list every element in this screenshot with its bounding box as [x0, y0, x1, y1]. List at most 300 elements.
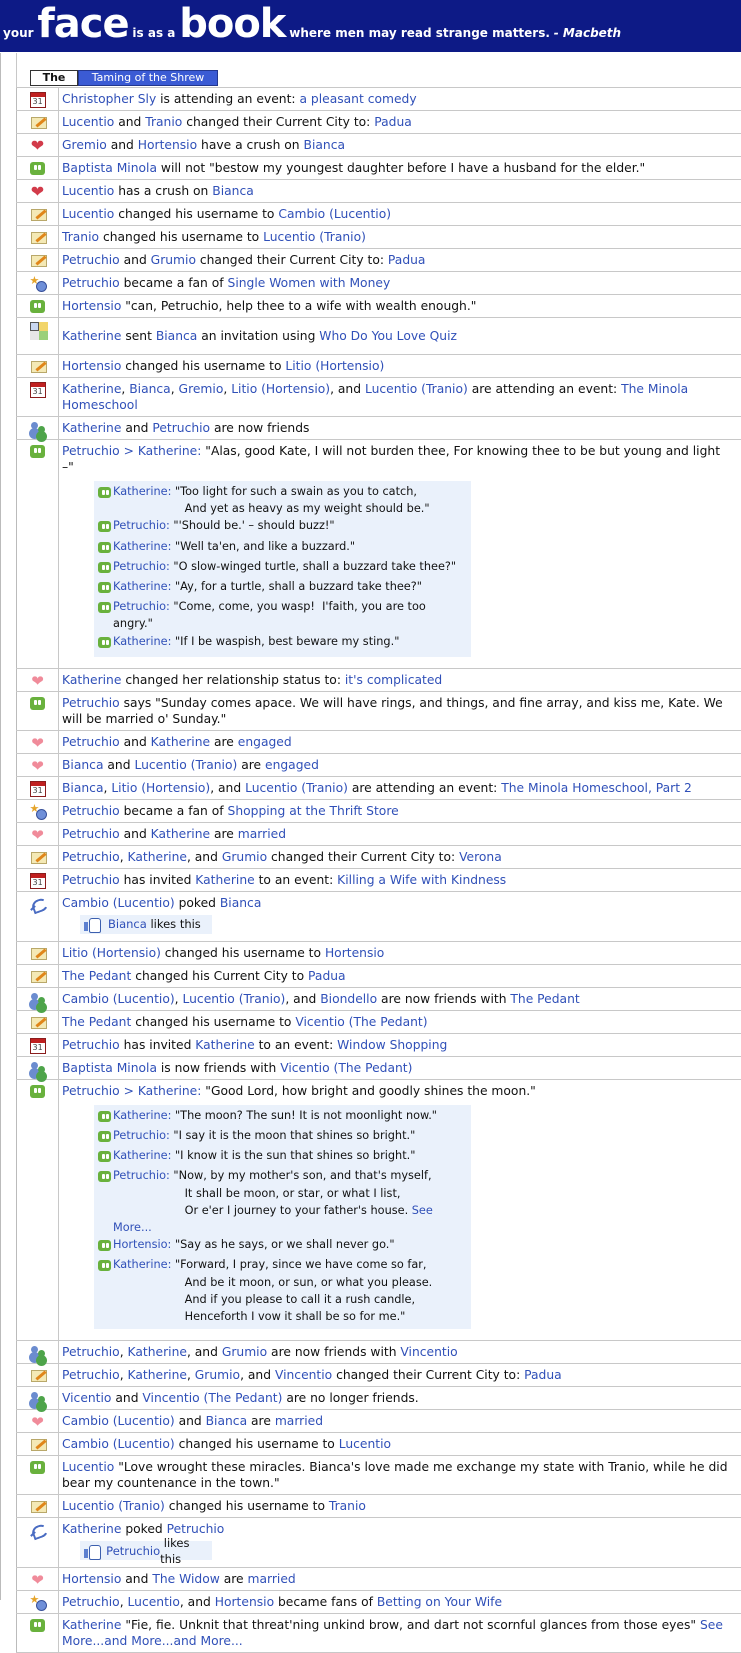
- feed-link[interactable]: Katherine: [150, 734, 211, 749]
- feed-item-icon-cell: [16, 134, 58, 156]
- feed-item: [16, 439, 741, 669]
- feed-link[interactable]: Vincentio: [400, 1345, 458, 1360]
- feed-item-text: [58, 1518, 741, 1567]
- calendar-icon: [30, 92, 46, 108]
- feed-link[interactable]: Bianca: [62, 757, 104, 772]
- speech-icon: [98, 1260, 111, 1271]
- speech-icon: [98, 1111, 111, 1122]
- feed-link[interactable]: Katherine: [62, 672, 122, 687]
- feed-item-text: [58, 440, 741, 668]
- comment-icon-cell: [98, 1107, 113, 1127]
- feed-link[interactable]: Bianca: [303, 138, 345, 152]
- feed-text: , and: [186, 849, 222, 864]
- comment-author[interactable]: Katherine:: [113, 1149, 175, 1163]
- pencil-icon: [30, 850, 46, 866]
- feed-text: ,: [119, 1595, 128, 1610]
- feed-link[interactable]: Vincentio: [274, 1368, 333, 1383]
- feed-item-text: [58, 1495, 741, 1517]
- feed-item: [16, 1432, 741, 1456]
- feed-link[interactable]: Hortensio: [324, 945, 385, 960]
- comment-body: [113, 538, 355, 558]
- feed-text: have a crush on: [197, 138, 304, 152]
- feed-link[interactable]: Single Women with Money: [227, 276, 391, 290]
- feed-item: [16, 271, 741, 295]
- comment-body: [113, 1236, 395, 1256]
- feed-item: [16, 691, 741, 731]
- liker-link[interactable]: Petruchio: [106, 1543, 161, 1558]
- feed-item-icon-cell: [16, 378, 58, 416]
- comment-author[interactable]: Petruchio:: [113, 600, 174, 614]
- feed-link[interactable]: married: [274, 1414, 324, 1429]
- comment-author[interactable]: Hortensio:: [113, 1238, 175, 1252]
- feed-item: [16, 1455, 741, 1495]
- feed-text: are now friends: [210, 421, 310, 435]
- feed-link[interactable]: Tranio: [145, 115, 183, 129]
- feed-item: [16, 776, 741, 800]
- feed-link[interactable]: Hortensio: [214, 1595, 275, 1610]
- feed-item-icon-cell: [16, 272, 58, 294]
- feed-link[interactable]: Lucentio: [62, 207, 115, 221]
- feed-link[interactable]: Lucentio: [127, 1595, 180, 1610]
- comment-body: [113, 517, 335, 537]
- pencil-icon: [30, 115, 46, 131]
- feed-item-icon-cell: [16, 1011, 58, 1033]
- feed-text: , and: [285, 991, 321, 1006]
- feed-link[interactable]: Cambio (Lucentio): [62, 1414, 175, 1429]
- friends-icon: [30, 1391, 46, 1407]
- feed-link[interactable]: Padua: [387, 253, 426, 267]
- feed-link[interactable]: a pleasant comedy: [299, 92, 417, 106]
- feed-item: [16, 1613, 741, 1653]
- feed-item: [16, 87, 741, 111]
- feed-link[interactable]: Katherine: [195, 1037, 255, 1052]
- feed-text: ,: [119, 1368, 128, 1383]
- thumbs-up-icon: [84, 1544, 98, 1558]
- feed-link[interactable]: Baptista Minola: [62, 1060, 157, 1075]
- feed-text: are attending an event:: [347, 780, 502, 795]
- feed-item: [16, 1033, 741, 1057]
- wall-comment: [98, 633, 467, 653]
- feed-item-icon-cell: [16, 1341, 58, 1363]
- feed-text: became a fan of: [119, 276, 228, 290]
- feed-item: [16, 1386, 741, 1410]
- feed-text: will not "bestow my youngest daughter before I have a husband for the elder.": [156, 161, 646, 175]
- feed-link[interactable]: Petruchio: [62, 1595, 120, 1610]
- speech-icon: [98, 1171, 111, 1182]
- feed-item-icon-cell: [16, 942, 58, 964]
- feed-text: and: [121, 421, 153, 435]
- feed-link[interactable]: Litio (Hortensio): [231, 382, 331, 396]
- feed-text: "Love wrought these miracles. Bianca's love made me exchange my state with Tranio, while he did bear my countenance in the town.": [62, 1460, 728, 1491]
- comment-author[interactable]: Petruchio:: [113, 559, 174, 573]
- feed-link[interactable]: Vicentio (The Pedant): [295, 1014, 428, 1029]
- wall-comment: [98, 1256, 467, 1325]
- feed-link[interactable]: Katherine: [62, 1618, 122, 1633]
- feed-link[interactable]: Bianca: [129, 382, 171, 396]
- feed-link[interactable]: Bianca: [212, 184, 254, 198]
- comment-body: [113, 598, 467, 632]
- comment-body: [113, 558, 456, 578]
- feed-link[interactable]: Katherine: [127, 1368, 187, 1383]
- feed-link[interactable]: The Minola Homeschool, Part 2: [501, 780, 692, 795]
- feed-link[interactable]: Petruchio: [62, 1368, 120, 1383]
- feed-item-icon-cell: [16, 869, 58, 891]
- feed-item: [16, 868, 741, 892]
- feed-item-text: [58, 846, 741, 868]
- feed-text: became a fan of: [119, 803, 228, 818]
- feed-text: are attending an event:: [467, 382, 622, 396]
- feed-item-text: [58, 1364, 741, 1386]
- feed-link[interactable]: Hortensio: [137, 138, 198, 152]
- feed-item-text: [58, 134, 741, 156]
- feed-item: [16, 1494, 741, 1518]
- comment-author[interactable]: Katherine:: [113, 634, 175, 648]
- feed-item-text: [58, 1410, 741, 1432]
- feed-text: ,: [103, 780, 112, 795]
- feed-item-text: [58, 1387, 741, 1409]
- news-feed: [16, 87, 741, 1652]
- feed-link[interactable]: Gremio: [178, 382, 224, 396]
- feed-link[interactable]: Petruchio: [62, 695, 120, 710]
- comment-icon-cell: [98, 1236, 113, 1256]
- feed-text: "Fie, fie. Unknit that threat'ning unkind brow, and dart not scornful glances from those eyes": [121, 1618, 700, 1633]
- feed-item-icon-cell: [16, 1387, 58, 1409]
- speech-icon: [30, 162, 45, 175]
- wall-comment: [98, 1167, 467, 1236]
- feed-item-icon-cell: [16, 1057, 58, 1079]
- comment-icon-cell: [98, 483, 113, 517]
- comment-icon-cell: [98, 1127, 113, 1147]
- feed-link[interactable]: Window Shopping: [337, 1037, 448, 1052]
- feed-link[interactable]: See More...and More...and More...: [62, 1618, 723, 1649]
- heart-light-icon: ❤: [31, 733, 44, 752]
- feed-item: [16, 1056, 741, 1080]
- calendar-icon: [30, 382, 46, 398]
- comment-icon-cell: [98, 1167, 113, 1236]
- feed-item-icon-cell: [16, 295, 58, 317]
- feed-text: changed their Current City to:: [332, 1368, 525, 1383]
- feed-text: "Alas, good Kate, I will not burden thee, For knowing thee to be but young and light –": [62, 444, 721, 474]
- feed-link[interactable]: Cambio (Lucentio): [62, 895, 175, 910]
- feed-link[interactable]: Petruchio: [62, 1345, 120, 1360]
- feed-text: changed his Current City to: [131, 968, 309, 983]
- feed-link[interactable]: Tranio: [328, 1499, 366, 1514]
- feed-link[interactable]: Katherine: [150, 826, 211, 841]
- feed-link[interactable]: Petruchio: [62, 253, 120, 267]
- header-quote-rest: where men may read strange matters.: [289, 26, 550, 40]
- feed-link[interactable]: Lucentio: [338, 1437, 392, 1452]
- feed-text: , and: [179, 1595, 215, 1610]
- comment-author[interactable]: Petruchio:: [113, 519, 174, 533]
- feed-item-icon-cell: [16, 440, 58, 668]
- comment-icon-cell: [98, 538, 113, 558]
- feed-item-text: [58, 226, 741, 248]
- feed-text: are no longer friends.: [282, 1391, 419, 1406]
- wall-comment: [98, 483, 467, 517]
- feed-link[interactable]: married: [237, 826, 286, 841]
- speech-icon: [98, 542, 111, 553]
- feed-link[interactable]: Padua: [524, 1368, 562, 1383]
- feed-link[interactable]: Petruchio: [62, 276, 120, 290]
- feed-item-text: [58, 180, 741, 202]
- feed-link[interactable]: Petruchio: [62, 1037, 120, 1052]
- feed-item: [16, 1517, 741, 1568]
- liker-link[interactable]: Bianca: [108, 917, 147, 932]
- comment-body: [113, 1147, 415, 1167]
- feed-item-text: [58, 272, 741, 294]
- comment-author[interactable]: Katherine:: [113, 539, 175, 553]
- friends-icon: [30, 1061, 46, 1077]
- feed-link[interactable]: Bianca: [219, 895, 262, 910]
- feed-link[interactable]: The Pedant: [62, 1014, 132, 1029]
- feed-link[interactable]: Cambio (Lucentio): [278, 207, 392, 221]
- comment-author[interactable]: Katherine:: [113, 580, 175, 594]
- feed-link[interactable]: Grumio: [194, 1368, 241, 1383]
- feed-text: ,: [119, 849, 128, 864]
- feed-link[interactable]: Katherine: [62, 421, 122, 435]
- feed-item: [16, 248, 741, 272]
- feed-link[interactable]: Grumio: [221, 849, 268, 864]
- feed-link[interactable]: engaged: [265, 757, 319, 772]
- comment-author[interactable]: Petruchio:: [113, 1129, 174, 1143]
- feed-link[interactable]: Lucentio (Tranio): [62, 1499, 165, 1514]
- feed-item-icon-cell: [16, 1495, 58, 1517]
- feed-link[interactable]: Padua: [374, 115, 412, 129]
- feed-text: changed his username to: [99, 230, 264, 244]
- feed-item-text: [58, 249, 741, 271]
- heart-light-icon: ❤: [31, 1413, 44, 1432]
- comment-body: [113, 1127, 415, 1147]
- tab-the[interactable]: The: [30, 70, 78, 86]
- feed-item-icon-cell: [16, 800, 58, 822]
- comment-text: "Forward, I pray, since we have come so far, And be it moon, or sun, or what you please. And if you please to call it a rush candle, Henceforth I vow it shall be so for me.": [174, 1258, 433, 1324]
- feed-link[interactable]: Gremio: [62, 138, 107, 152]
- feed-link[interactable]: Hortensio: [62, 359, 122, 373]
- feed-link[interactable]: Petruchio: [62, 872, 120, 887]
- comment-icon-cell: [98, 517, 113, 537]
- wall-thread: [94, 481, 471, 657]
- feed-item-text: [58, 1057, 741, 1079]
- feed-item: [16, 294, 741, 318]
- feed-link[interactable]: Verona: [459, 849, 502, 864]
- feed-link[interactable]: Katherine: [62, 329, 122, 343]
- feed-item-text: [58, 823, 741, 845]
- comment-author[interactable]: Katherine:: [113, 485, 175, 498]
- wall-thread: [94, 1105, 471, 1329]
- heart-light-icon: ❤: [31, 671, 44, 690]
- pencil-icon: [30, 1015, 46, 1031]
- feed-item: [16, 1010, 741, 1034]
- feed-link[interactable]: Petruchio: [166, 1522, 225, 1537]
- header-word-face: face: [37, 1, 129, 47]
- feed-link[interactable]: Petruchio > Katherine:: [62, 1083, 202, 1098]
- feed-text: to an event:: [254, 872, 338, 887]
- feed-link[interactable]: Litio (Hortensio): [111, 780, 211, 795]
- feed-item-text: [58, 1341, 741, 1363]
- feed-link[interactable]: Litio (Hortensio): [62, 945, 161, 960]
- feed-text: are: [219, 1572, 248, 1587]
- speech-icon: [98, 582, 111, 593]
- feed-item-icon-cell: [16, 1614, 58, 1652]
- comment-text: "I know it is the sun that shines so bright.": [174, 1149, 416, 1163]
- feed-text: , and: [330, 382, 365, 396]
- feed-item: [16, 1590, 741, 1614]
- feed-link[interactable]: The Widow: [152, 1572, 220, 1587]
- feed-item-text: [58, 1034, 741, 1056]
- feed-link[interactable]: Cambio (Lucentio): [62, 1437, 175, 1452]
- feed-link[interactable]: Hortensio: [62, 1572, 122, 1587]
- feed-link[interactable]: Petruchio: [62, 849, 120, 864]
- feed-text: changed her relationship status to:: [121, 672, 345, 687]
- feed-item-icon-cell: [16, 1518, 58, 1567]
- feed-link[interactable]: Petruchio > Katherine:: [62, 444, 202, 458]
- feed-link[interactable]: Bianca: [205, 1414, 248, 1429]
- feed-text: are: [210, 826, 238, 841]
- pencil-icon: [30, 1437, 46, 1453]
- feed-text: ,: [174, 991, 183, 1006]
- feed-item-icon-cell: [16, 355, 58, 377]
- header-word-book: book: [179, 1, 286, 47]
- feed-link[interactable]: Tranio: [62, 230, 100, 244]
- feed-link[interactable]: it's complicated: [344, 672, 443, 687]
- comment-text: "I say it is the moon that shines so bright.": [173, 1129, 416, 1143]
- speech-icon: [30, 1461, 45, 1474]
- friends-icon: [30, 421, 46, 437]
- feed-link[interactable]: Vincentio (The Pedant): [142, 1391, 283, 1406]
- feed-link[interactable]: Vicentio: [62, 1391, 112, 1406]
- feed-link[interactable]: Padua: [308, 968, 346, 983]
- comment-icon-cell: [98, 598, 113, 632]
- pencil-icon: [30, 230, 46, 246]
- pencil-icon: [30, 1499, 46, 1515]
- feed-link[interactable]: Grumio: [150, 253, 196, 267]
- feed-link[interactable]: Lucentio (Tranio): [182, 991, 286, 1006]
- feed-item: [16, 225, 741, 249]
- feed-link[interactable]: Bianca: [155, 329, 198, 343]
- feed-item: [16, 1340, 741, 1364]
- feed-link[interactable]: Betting on Your Wife: [376, 1595, 503, 1610]
- feed-link[interactable]: Shopping at the Thrift Store: [227, 803, 399, 818]
- feed-link[interactable]: Petruchio: [62, 734, 120, 749]
- feed-item: [16, 987, 741, 1011]
- speech-icon: [98, 562, 111, 573]
- feed-link[interactable]: Cambio (Lucentio): [62, 991, 175, 1006]
- feed-link[interactable]: Petruchio: [62, 803, 120, 818]
- feed-item-text: [58, 669, 741, 691]
- page-header: [0, 0, 741, 52]
- feed-text: to an event:: [254, 1037, 338, 1052]
- feed-link[interactable]: Lucentio: [62, 184, 115, 198]
- feed-item-icon-cell: [16, 988, 58, 1010]
- feed-link[interactable]: Who Do You Love Quiz: [319, 329, 457, 343]
- feed-link[interactable]: Katherine: [62, 382, 122, 396]
- feed-item-icon-cell: [16, 226, 58, 248]
- feed-link[interactable]: Katherine: [127, 849, 187, 864]
- see-more-link[interactable]: See More...: [113, 1203, 437, 1235]
- feed-link[interactable]: The Minola Homeschool: [62, 382, 689, 412]
- comment-body: [113, 1107, 437, 1127]
- feed-link[interactable]: Hortensio: [62, 299, 122, 313]
- feed-item: [16, 377, 741, 417]
- heart-icon: ❤: [30, 182, 45, 201]
- feed-link[interactable]: married: [247, 1572, 296, 1587]
- feed-link[interactable]: Katherine: [195, 872, 255, 887]
- speech-icon: [98, 602, 111, 613]
- feed-text: and: [106, 138, 138, 152]
- feed-link[interactable]: Lucentio: [62, 115, 115, 129]
- feed-item: [16, 799, 741, 823]
- feed-text: are now friends with: [377, 991, 511, 1006]
- header-attribution: - Macbeth: [553, 26, 622, 40]
- feed-item-text: [58, 1080, 741, 1340]
- feed-item: [16, 416, 741, 440]
- feed-item: [16, 891, 741, 942]
- comment-author[interactable]: Katherine:: [113, 1258, 175, 1272]
- speech-icon: [98, 521, 111, 532]
- feed-item-text: [58, 692, 741, 730]
- feed-item: [16, 354, 741, 378]
- feed-link[interactable]: The Pedant: [62, 968, 132, 983]
- feed-text: says "Sunday comes apace. We will have rings, and things, and fine array, and kiss me, Kate. We will be married o' Sunday.": [62, 695, 723, 726]
- comment-body: [113, 633, 399, 653]
- comment-author[interactable]: Petruchio:: [113, 1169, 174, 1183]
- tab-taming-of-the-shrew[interactable]: Taming of the Shrew: [78, 70, 218, 86]
- friends-icon: [30, 1345, 46, 1361]
- feed-link[interactable]: Biondello: [320, 991, 378, 1006]
- comment-author[interactable]: Katherine:: [113, 1108, 175, 1122]
- feed-item-text: [58, 965, 741, 987]
- feed-link[interactable]: Killing a Wife with Kindness: [337, 872, 507, 887]
- feed-link[interactable]: Katherine: [62, 1522, 122, 1537]
- feed-link[interactable]: Christopher Sly: [62, 92, 157, 106]
- feed-link[interactable]: The Pedant: [510, 991, 580, 1006]
- speech-icon: [30, 697, 45, 710]
- speech-icon: [98, 1151, 111, 1162]
- feed-item-text: [58, 1433, 741, 1455]
- feed-link[interactable]: Lucentio (Tranio): [134, 757, 238, 772]
- header-word-your: your: [3, 26, 34, 40]
- feed-text: and: [119, 253, 151, 267]
- feed-link[interactable]: Baptista Minola: [62, 161, 157, 175]
- feed-text: and: [119, 734, 151, 749]
- comment-icon-cell: [98, 1256, 113, 1325]
- feed-item-text: [58, 1591, 741, 1613]
- feed-link[interactable]: engaged: [237, 734, 292, 749]
- feed-item: [16, 753, 741, 777]
- feed-item-icon-cell: [16, 203, 58, 225]
- feed-link[interactable]: Litio (Hortensio): [285, 359, 385, 373]
- feed-text: poked: [121, 1522, 167, 1537]
- wall-comment: [98, 538, 467, 558]
- feed-item-text: [58, 1614, 741, 1652]
- feed-link[interactable]: Petruchio: [62, 826, 120, 841]
- feed-link[interactable]: Grumio: [221, 1345, 268, 1360]
- fan-icon: [30, 1595, 46, 1611]
- feed-link[interactable]: Bianca: [62, 780, 104, 795]
- feed-link[interactable]: Vicentio (The Pedant): [280, 1060, 413, 1075]
- feed-link[interactable]: Lucentio (Tranio): [245, 780, 348, 795]
- feed-link[interactable]: Lucentio: [62, 1460, 115, 1475]
- feed-item: [16, 941, 741, 965]
- feed-link[interactable]: Katherine: [127, 1345, 187, 1360]
- feed-link[interactable]: Lucentio (Tranio): [364, 382, 468, 396]
- feed-item-icon-cell: [16, 892, 58, 941]
- feed-link[interactable]: Lucentio (Tranio): [263, 230, 366, 244]
- feed-text: are: [247, 1414, 275, 1429]
- quiz-icon: [30, 322, 46, 338]
- feed-link[interactable]: Petruchio: [152, 421, 211, 435]
- feed-item-icon-cell: [16, 754, 58, 776]
